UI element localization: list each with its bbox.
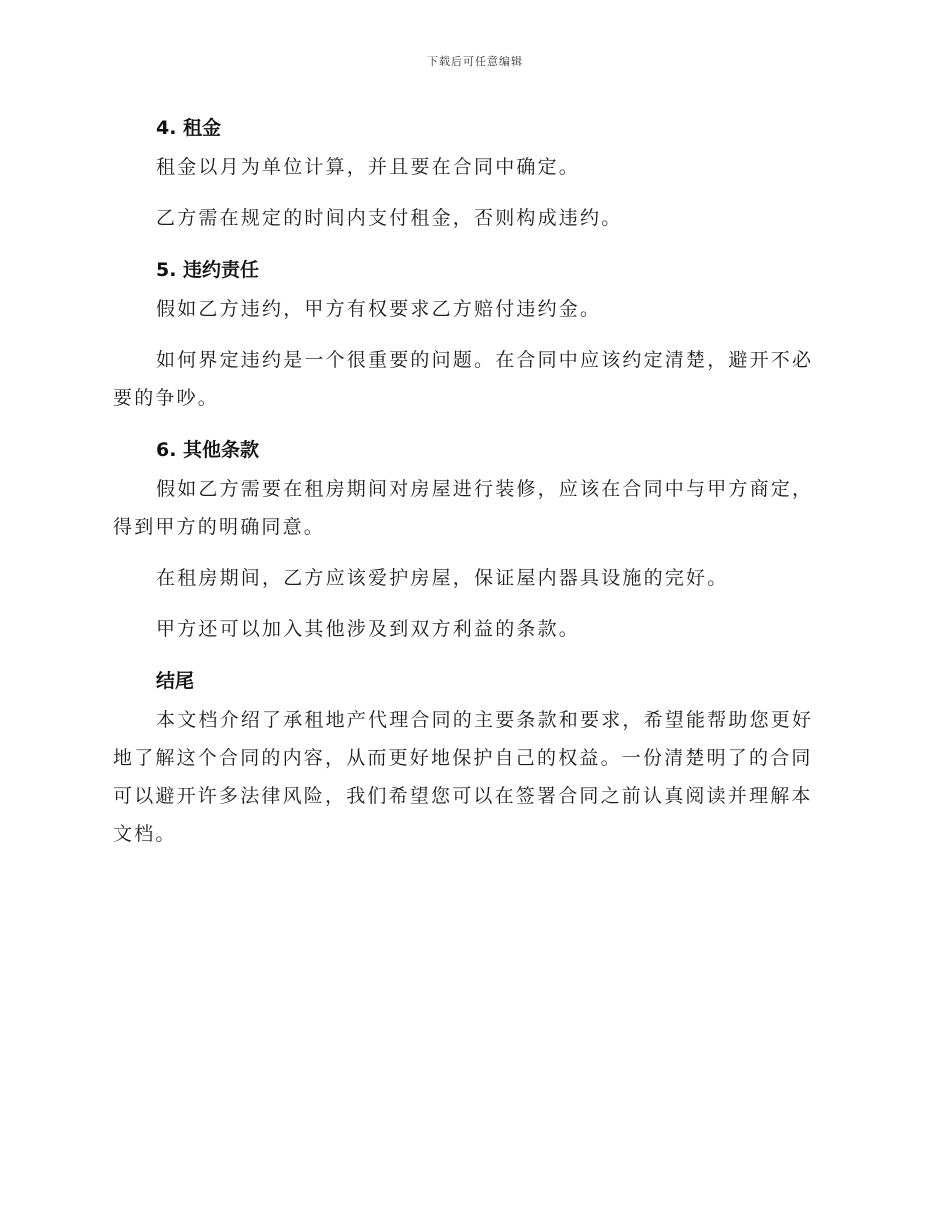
- paragraph: 乙方需在规定的时间内支付租金，否则构成违约。: [156, 207, 623, 229]
- section-heading: 6. 其他条款: [156, 439, 260, 461]
- section-rent: [113, 108, 833, 237]
- section-heading: 4. 租金: [156, 117, 222, 139]
- paragraph: 假如乙方违约，甲方有权要求乙方赔付违约金。: [156, 298, 602, 320]
- document-body: [113, 108, 833, 866]
- paragraph: 本文档介绍了承租地产代理合同的主要条款和要求，希望能帮助您更好地了解这个合同的内容，从而更好地保护自己的权益。一份清楚明了的合同可以避开许多法律风险，我们希望您可以在签署合同之前认真阅读并理解本文档。: [113, 709, 814, 845]
- section-heading: 结尾: [156, 670, 195, 692]
- paragraph: 租金以月为单位计算，并且要在合同中确定。: [156, 156, 581, 178]
- section-heading: 5. 违约责任: [156, 259, 260, 281]
- section-breach-liability: [113, 250, 833, 417]
- paragraph: 如何界定违约是一个很重要的问题。在合同中应该约定清楚，避开不必要的争吵。: [113, 349, 814, 409]
- paragraph: 假如乙方需要在租房期间对房屋进行装修，应该在合同中与甲方商定，得到甲方的明确同意。: [113, 478, 814, 538]
- paragraph: 甲方还可以加入其他涉及到双方利益的条款。: [156, 618, 581, 640]
- section-other-terms: [113, 430, 833, 648]
- paragraph: 在租房期间，乙方应该爱护房屋，保证屋内器具设施的完好。: [156, 567, 729, 589]
- section-conclusion: [113, 661, 833, 853]
- page-header-note: 下载后可任意编辑: [427, 55, 523, 68]
